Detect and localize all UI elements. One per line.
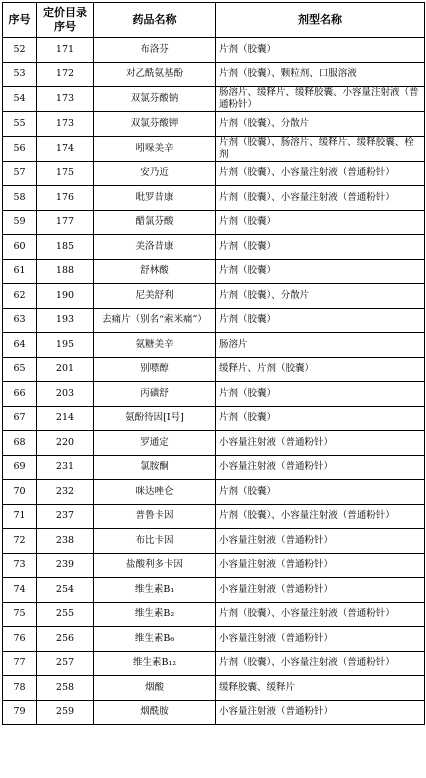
cell-seq: 66 (3, 382, 37, 407)
cell-catalog-no: 185 (37, 235, 94, 260)
cell-dosage-form: 片剂（胶囊） (216, 480, 425, 505)
cell-dosage-form: 片剂（胶囊） (216, 382, 425, 407)
cell-drug-name: 烟酸 (94, 676, 216, 701)
cell-catalog-no: 201 (37, 357, 94, 382)
cell-catalog-no: 176 (37, 186, 94, 211)
cell-catalog-no: 214 (37, 406, 94, 431)
cell-drug-name: 对乙酰氨基酚 (94, 62, 216, 87)
cell-seq: 69 (3, 455, 37, 480)
cell-seq: 78 (3, 676, 37, 701)
cell-dosage-form: 片剂（胶囊）、小容量注射液（普通粉针） (216, 504, 425, 529)
cell-catalog-no: 232 (37, 480, 94, 505)
cell-catalog-no: 237 (37, 504, 94, 529)
table-row (3, 676, 425, 701)
cell-seq: 52 (3, 38, 37, 63)
cell-drug-name: 去痛片（别名“索米痛”） (94, 308, 216, 333)
cell-seq: 53 (3, 62, 37, 87)
cell-drug-name: 罗通定 (94, 431, 216, 456)
table-row (3, 406, 425, 431)
cell-seq: 72 (3, 529, 37, 554)
table-row (3, 87, 425, 112)
cell-catalog-no: 239 (37, 553, 94, 578)
cell-drug-name: 醋氯芬酸 (94, 210, 216, 235)
cell-drug-name: 别嘌醇 (94, 357, 216, 382)
table-row (3, 553, 425, 578)
cell-dosage-form: 片剂（胶囊） (216, 259, 425, 284)
cell-seq: 75 (3, 602, 37, 627)
cell-dosage-form: 片剂（胶囊） (216, 210, 425, 235)
cell-seq: 77 (3, 651, 37, 676)
table-body (3, 38, 425, 725)
cell-dosage-form: 片剂（胶囊） (216, 235, 425, 260)
table-row (3, 259, 425, 284)
cell-seq: 65 (3, 357, 37, 382)
cell-drug-name: 吡罗昔康 (94, 186, 216, 211)
table-header-row (3, 3, 425, 38)
table-row (3, 431, 425, 456)
cell-drug-name: 氯胺酮 (94, 455, 216, 480)
table-row (3, 529, 425, 554)
cell-catalog-no: 172 (37, 62, 94, 87)
cell-seq: 76 (3, 627, 37, 652)
cell-dosage-form: 片剂（胶囊）、肠溶片、缓释片、缓释胶囊、栓剂 (216, 136, 425, 161)
cell-catalog-no: 171 (37, 38, 94, 63)
table-row (3, 62, 425, 87)
cell-catalog-no: 259 (37, 700, 94, 725)
cell-dosage-form: 片剂（胶囊）、颗粒剂、口服溶液 (216, 62, 425, 87)
cell-drug-name: 双氯芬酸钠 (94, 87, 216, 112)
cell-dosage-form: 片剂（胶囊）、小容量注射液（普通粉针） (216, 651, 425, 676)
table-row (3, 333, 425, 358)
cell-catalog-no: 173 (37, 87, 94, 112)
cell-seq: 79 (3, 700, 37, 725)
drug-pricing-table (2, 2, 425, 725)
table-row (3, 504, 425, 529)
cell-seq: 58 (3, 186, 37, 211)
cell-dosage-form: 片剂（胶囊） (216, 406, 425, 431)
cell-catalog-no: 177 (37, 210, 94, 235)
cell-catalog-no: 195 (37, 333, 94, 358)
header-catalog-no: 定价目录序号 (37, 3, 94, 38)
cell-seq: 68 (3, 431, 37, 456)
cell-catalog-no: 255 (37, 602, 94, 627)
cell-seq: 67 (3, 406, 37, 431)
cell-catalog-no: 256 (37, 627, 94, 652)
cell-dosage-form: 小容量注射液（普通粉针） (216, 431, 425, 456)
cell-seq: 70 (3, 480, 37, 505)
table-row (3, 651, 425, 676)
cell-dosage-form: 小容量注射液（普通粉针） (216, 700, 425, 725)
cell-dosage-form: 小容量注射液（普通粉针） (216, 627, 425, 652)
cell-seq: 62 (3, 284, 37, 309)
table-row (3, 357, 425, 382)
header-dosage-form: 剂型名称 (216, 3, 425, 38)
cell-dosage-form: 片剂（胶囊）、分散片 (216, 284, 425, 309)
cell-dosage-form: 片剂（胶囊） (216, 308, 425, 333)
cell-drug-name: 布比卡因 (94, 529, 216, 554)
cell-catalog-no: 173 (37, 112, 94, 137)
cell-seq: 60 (3, 235, 37, 260)
cell-seq: 61 (3, 259, 37, 284)
cell-catalog-no: 220 (37, 431, 94, 456)
cell-dosage-form: 小容量注射液（普通粉针） (216, 553, 425, 578)
cell-catalog-no: 257 (37, 651, 94, 676)
cell-drug-name: 氨糖美辛 (94, 333, 216, 358)
table-row (3, 186, 425, 211)
cell-seq: 71 (3, 504, 37, 529)
cell-dosage-form: 小容量注射液（普通粉针） (216, 578, 425, 603)
table-row (3, 308, 425, 333)
cell-drug-name: 氨酚待因[Ⅰ号] (94, 406, 216, 431)
header-drug-name: 药品名称 (94, 3, 216, 38)
cell-dosage-form: 肠溶片 (216, 333, 425, 358)
cell-drug-name: 吲哚美辛 (94, 136, 216, 161)
table-row (3, 161, 425, 186)
table-row (3, 602, 425, 627)
header-seq: 序号 (3, 3, 37, 38)
cell-dosage-form: 肠溶片、缓释片、缓释胶囊、小容量注射液（普通粉针） (216, 87, 425, 112)
cell-seq: 59 (3, 210, 37, 235)
cell-dosage-form: 小容量注射液（普通粉针） (216, 455, 425, 480)
cell-catalog-no: 254 (37, 578, 94, 603)
cell-drug-name: 丙磺舒 (94, 382, 216, 407)
cell-dosage-form: 片剂（胶囊）、小容量注射液（普通粉针） (216, 186, 425, 211)
cell-catalog-no: 174 (37, 136, 94, 161)
table-row (3, 38, 425, 63)
cell-catalog-no: 238 (37, 529, 94, 554)
cell-dosage-form: 缓释片、片剂（胶囊） (216, 357, 425, 382)
cell-catalog-no: 188 (37, 259, 94, 284)
table-row (3, 480, 425, 505)
cell-dosage-form: 小容量注射液（普通粉针） (216, 529, 425, 554)
cell-seq: 55 (3, 112, 37, 137)
cell-drug-name: 布洛芬 (94, 38, 216, 63)
cell-dosage-form: 片剂（胶囊）、小容量注射液（普通粉针） (216, 161, 425, 186)
table-row (3, 235, 425, 260)
table-row (3, 455, 425, 480)
table-row (3, 700, 425, 725)
cell-catalog-no: 190 (37, 284, 94, 309)
table-row (3, 627, 425, 652)
cell-drug-name: 维生素B₁₂ (94, 651, 216, 676)
cell-drug-name: 维生素B₆ (94, 627, 216, 652)
cell-seq: 56 (3, 136, 37, 161)
cell-drug-name: 盐酸利多卡因 (94, 553, 216, 578)
table-row (3, 136, 425, 161)
cell-catalog-no: 231 (37, 455, 94, 480)
cell-catalog-no: 175 (37, 161, 94, 186)
cell-drug-name: 双氯芬酸钾 (94, 112, 216, 137)
table-row (3, 112, 425, 137)
cell-seq: 74 (3, 578, 37, 603)
cell-seq: 73 (3, 553, 37, 578)
cell-seq: 54 (3, 87, 37, 112)
cell-seq: 64 (3, 333, 37, 358)
cell-seq: 57 (3, 161, 37, 186)
cell-drug-name: 咪达唑仑 (94, 480, 216, 505)
cell-dosage-form: 片剂（胶囊）、分散片 (216, 112, 425, 137)
cell-drug-name: 普鲁卡因 (94, 504, 216, 529)
cell-dosage-form: 片剂（胶囊）、小容量注射液（普通粉针） (216, 602, 425, 627)
cell-dosage-form: 缓释胶囊、缓释片 (216, 676, 425, 701)
cell-drug-name: 舒林酸 (94, 259, 216, 284)
cell-catalog-no: 193 (37, 308, 94, 333)
table-row (3, 284, 425, 309)
table-row (3, 210, 425, 235)
cell-drug-name: 安乃近 (94, 161, 216, 186)
cell-drug-name: 维生素B₁ (94, 578, 216, 603)
cell-drug-name: 美洛昔康 (94, 235, 216, 260)
cell-drug-name: 尼美舒利 (94, 284, 216, 309)
cell-dosage-form: 片剂（胶囊） (216, 38, 425, 63)
table-row (3, 578, 425, 603)
table-row (3, 382, 425, 407)
cell-seq: 63 (3, 308, 37, 333)
cell-catalog-no: 258 (37, 676, 94, 701)
cell-catalog-no: 203 (37, 382, 94, 407)
cell-drug-name: 维生素B₂ (94, 602, 216, 627)
cell-drug-name: 烟酰胺 (94, 700, 216, 725)
